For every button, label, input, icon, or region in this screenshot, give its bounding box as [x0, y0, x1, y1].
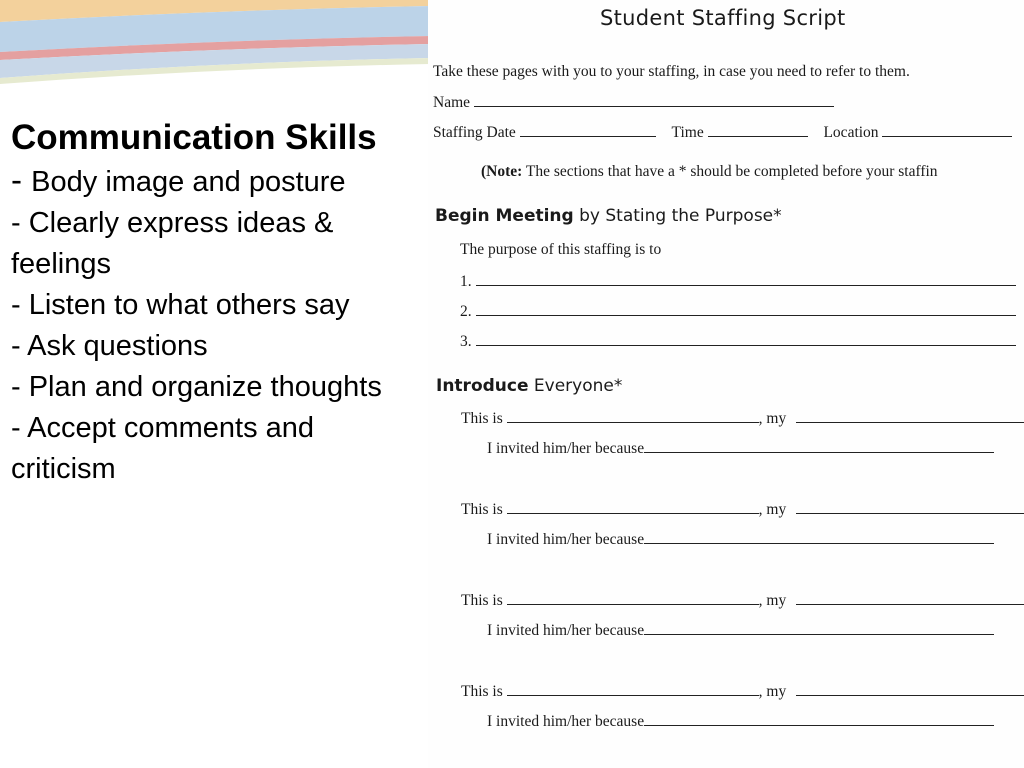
bullet-item: - Accept comments and criticism [11, 412, 315, 485]
purpose-intro: The purpose of this staffing is to [460, 241, 662, 258]
time-label: Time [671, 124, 704, 141]
date-field-row [433, 124, 1012, 142]
intro-row: This is , my [461, 501, 1024, 519]
worksheet-title: Student Staffing Script [600, 6, 846, 30]
because-row: I invited him/her because [487, 622, 994, 640]
introduce-heading: Introduce Everyone* [436, 376, 623, 396]
name-label: Name [433, 94, 471, 111]
intro-row: This is , my [461, 683, 1024, 701]
decorative-banner [0, 0, 430, 90]
intro-row: This is , my [461, 592, 1024, 610]
purpose-line-2: 2. [460, 303, 1016, 321]
bullet-item: - Clearly express ideas & feelings [11, 207, 334, 280]
slide-title: Communication Skills [11, 118, 377, 157]
bullet-item: - Ask questions [11, 330, 208, 362]
slide-text [11, 114, 421, 490]
name-blank [474, 94, 834, 107]
name-field-row [433, 94, 834, 112]
because-row: I invited him/her because [487, 440, 994, 458]
bullet-item: - Listen to what others say [11, 289, 350, 321]
date-label: Staffing Date [433, 124, 516, 141]
purpose-line-3: 3. [460, 333, 1016, 351]
intro-row: This is , my [461, 410, 1024, 428]
because-row: I invited him/her because [487, 531, 994, 549]
time-blank [708, 124, 808, 137]
worksheet-instructions: Take these pages with you to your staffing, in case you need to refer to them. [433, 63, 910, 80]
worksheet-note: (Note: The sections that have a * should be completed before your staffin [481, 163, 938, 180]
purpose-line-1: 1. [460, 273, 1016, 291]
bullet-list [11, 159, 421, 490]
date-blank [520, 124, 656, 137]
location-blank [882, 124, 1012, 137]
bullet-item: - Plan and organize thoughts [11, 371, 382, 403]
purpose-heading: Begin Meeting by Stating the Purpose* [435, 206, 782, 226]
location-label: Location [823, 124, 879, 141]
because-row: I invited him/her because [487, 713, 994, 731]
worksheet-scan [428, 0, 1024, 768]
bullet-item: - Body image and posture [11, 161, 346, 198]
